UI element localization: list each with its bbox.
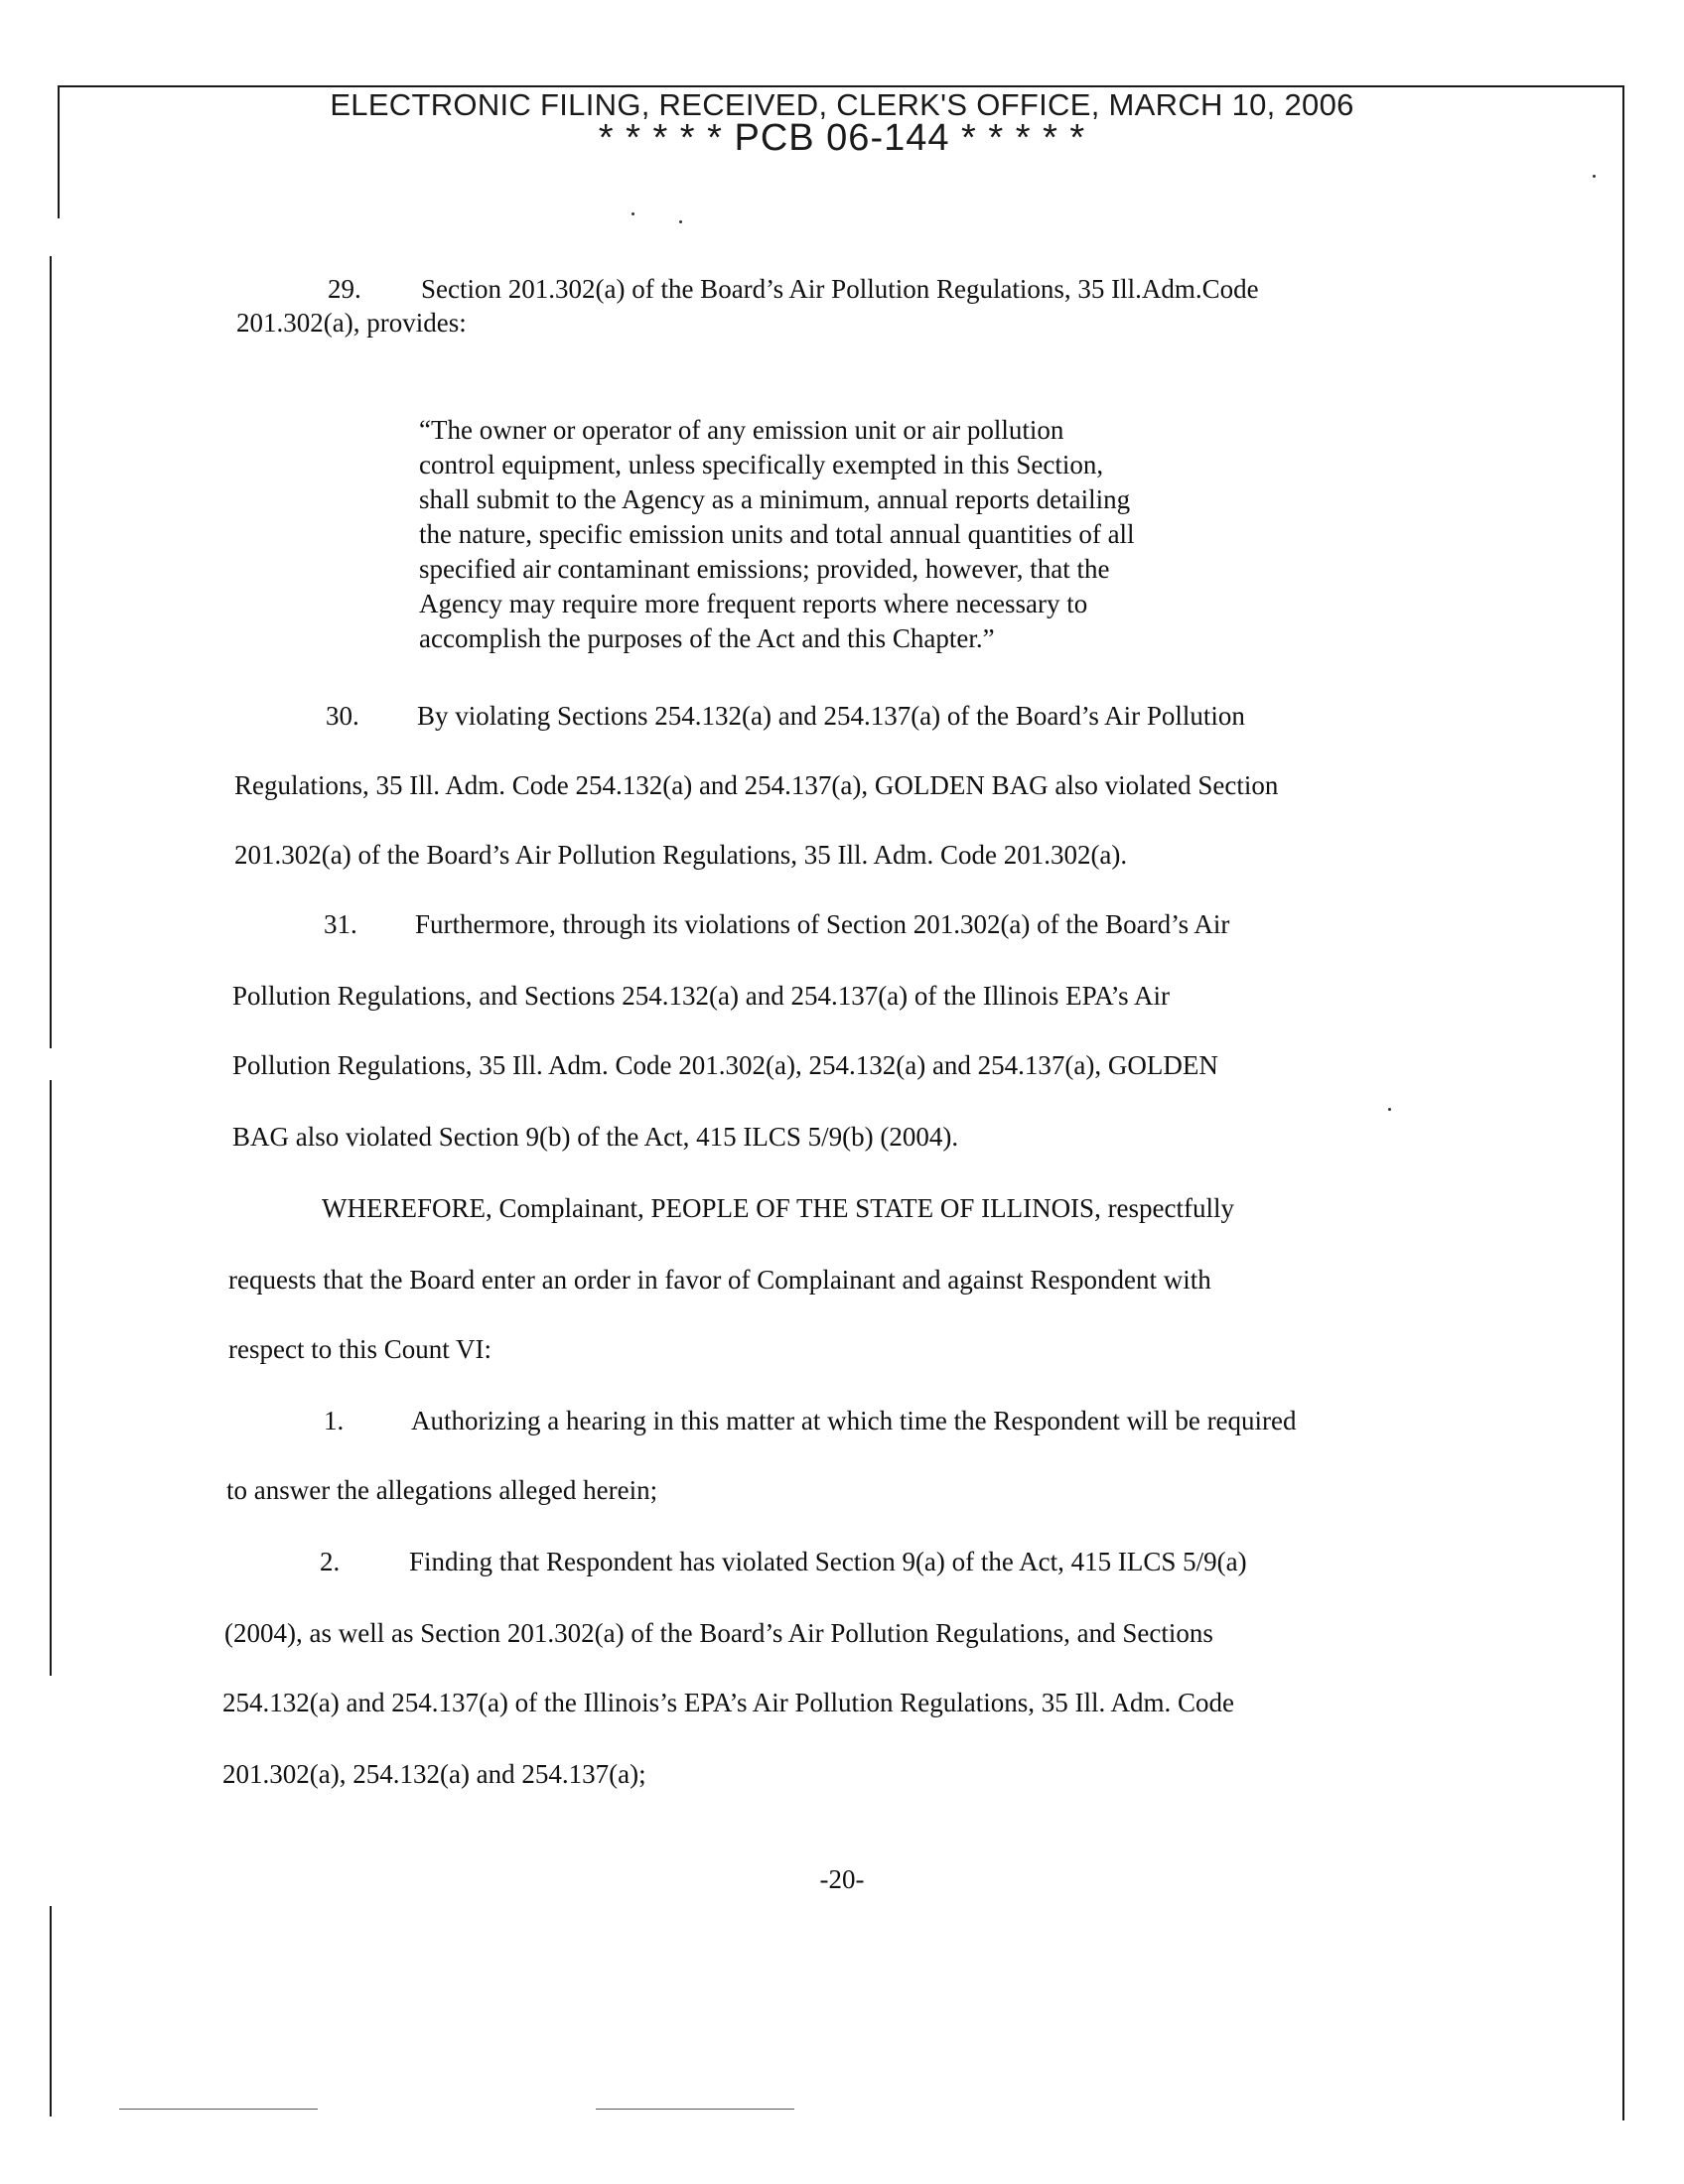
block-quote-line: the nature, specific emission units and total annual quantities of all [419, 519, 1135, 549]
paragraph-number: 30. [326, 701, 359, 731]
wherefore-clause-line: WHEREFORE, Complainant, PEOPLE OF THE STATE OF ILLINOIS, respectfully [322, 1193, 1235, 1223]
block-quote-line: accomplish the purposes of the Act and this Chapter.” [419, 623, 995, 653]
scan-speck [632, 212, 634, 215]
paragraph-30-line: 201.302(a) of the Board’s Air Pollution Regulations, 35 Ill. Adm. Code 201.302(a). [234, 840, 1128, 870]
scan-border-left-lower [50, 1080, 52, 1676]
scan-border-bottom [119, 2109, 318, 2110]
paragraph-31-line: BAG also violated Section 9(b) of the Act, 415 ILCS 5/9(b) (2004). [232, 1122, 959, 1152]
relief-item-number: 2. [320, 1547, 341, 1576]
relief-item-2-line: 254.132(a) and 254.137(a) of the Illinois’s EPA’s Air Pollution Regulations, 35 Ill. Adm. Code [222, 1688, 1234, 1717]
scan-border-left-bottom [50, 1906, 52, 2116]
relief-item-2-line: Finding that Respondent has violated Section 9(a) of the Act, 415 ILCS 5/9(a) [409, 1547, 1247, 1576]
scan-speck [1388, 1108, 1391, 1111]
scan-border-right [1622, 85, 1624, 2120]
paragraph-number: 29. [328, 274, 361, 304]
paragraph-30-line: Regulations, 35 Ill. Adm. Code 254.132(a) and 254.137(a), GOLDEN BAG also violated Section [234, 770, 1279, 800]
scan-speck [1593, 175, 1596, 178]
block-quote-line: shall submit to the Agency as a minimum, annual reports detailing [419, 484, 1131, 514]
relief-item-1-line: Authorizing a hearing in this matter at which time the Respondent will be required [411, 1406, 1297, 1435]
paragraph-31-line: Furthermore, through its violations of Section 201.302(a) of the Board’s Air [415, 909, 1230, 939]
block-quote-line: control equipment, unless specifically exempted in this Section, [419, 450, 1104, 479]
block-quote-line: specified air contaminant emissions; provided, however, that the [419, 554, 1110, 584]
paragraph-30-line: By violating Sections 254.132(a) and 254.137(a) of the Board’s Air Pollution [417, 701, 1245, 731]
scan-speck [679, 220, 682, 223]
paragraph-31-line: Pollution Regulations, 35 Ill. Adm. Code 201.302(a), 254.132(a) and 254.137(a), GOLDEN [232, 1050, 1218, 1080]
wherefore-clause-line: requests that the Board enter an order in favor of Complainant and against Respondent with [228, 1265, 1211, 1295]
wherefore-clause-line: respect to this Count VI: [228, 1334, 491, 1364]
relief-item-number: 1. [324, 1406, 345, 1435]
case-number-banner: * * * * * PCB 06-144 * * * * * [598, 117, 1086, 159]
paragraph-number: 31. [324, 909, 357, 939]
relief-item-2-line: (2004), as well as Section 201.302(a) of the Board’s Air Pollution Regulations, and Sections [224, 1618, 1213, 1648]
paragraph-29-line: Section 201.302(a) of the Board’s Air Pollution Regulations, 35 Ill.Adm.Code [421, 274, 1259, 304]
block-quote-line: “The owner or operator of any emission unit or air pollution [419, 415, 1064, 445]
filing-stamp-header: ELECTRONIC FILING, RECEIVED, CLERK'S OFFICE, MARCH 10, 2006 [330, 87, 1354, 122]
block-quote-line: Agency may require more frequent reports where necessary to [419, 589, 1088, 618]
relief-item-2-line: 201.302(a), 254.132(a) and 254.137(a); [222, 1759, 646, 1789]
relief-item-1-line: to answer the allegations alleged herein; [226, 1475, 658, 1505]
scan-border-left-middle [50, 256, 52, 1048]
scan-border-bottom [596, 2109, 794, 2110]
page-number: -20- [819, 1864, 865, 1894]
paragraph-29-line: 201.302(a), provides: [236, 308, 467, 338]
paragraph-31-line: Pollution Regulations, and Sections 254.132(a) and 254.137(a) of the Illinois EPA’s Air [232, 981, 1170, 1011]
